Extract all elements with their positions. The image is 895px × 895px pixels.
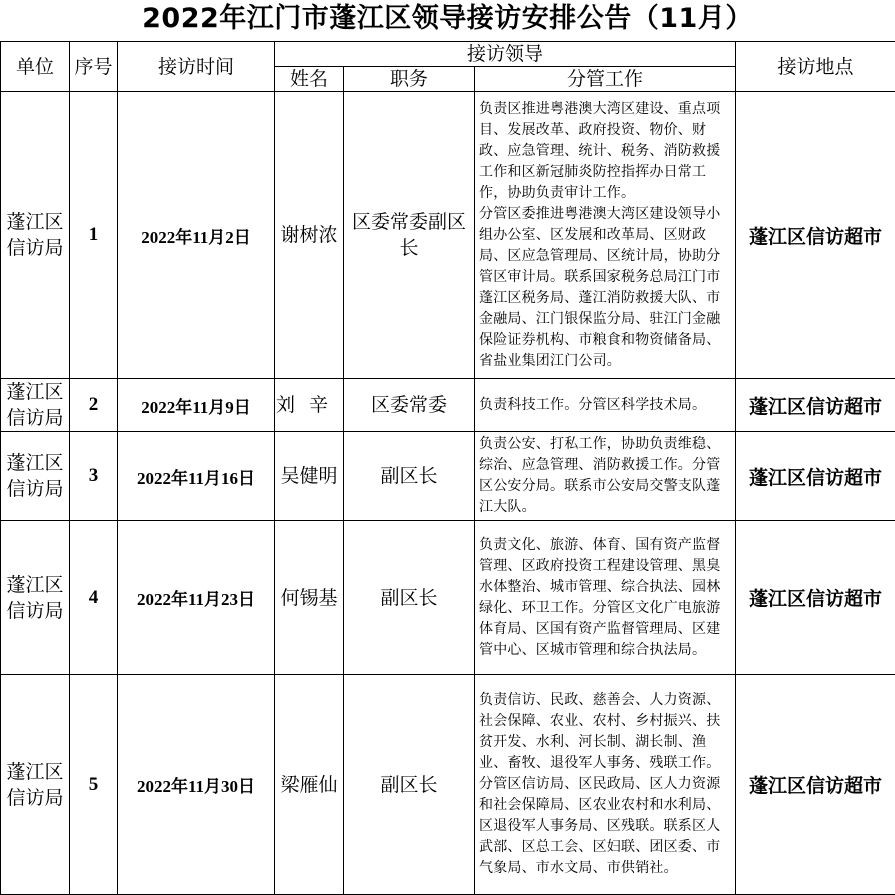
cell-post: 副区长 bbox=[344, 521, 475, 675]
cell-name: 梁雁仙 bbox=[275, 675, 344, 895]
cell-post: 区委常委副区长 bbox=[344, 92, 475, 379]
cell-time: 2022年11月23日 bbox=[118, 521, 275, 675]
cell-time: 2022年11月2日 bbox=[118, 92, 275, 379]
table-row bbox=[1, 92, 895, 379]
cell-no: 5 bbox=[70, 675, 118, 895]
cell-duty: 负责信访、民政、慈善会、人力资源、社会保障、农业、农村、乡村振兴、扶贫开发、水利、河长制、湖长制、渔业、畜牧、退役军人事务、残联工作。分管区信访局、区民政局、区人力资源和社会保障局、区农业农村和水利局、区退役军人事务局、区残联。联系区人武部、区总工会、区妇联、团区委、市气象局、市水文局、市供销社。 bbox=[475, 675, 736, 895]
table-row bbox=[1, 432, 895, 521]
cell-duty bbox=[475, 92, 736, 379]
cell-place: 蓬江区信访超市 bbox=[736, 379, 895, 432]
cell-place: 蓬江区信访超市 bbox=[736, 92, 895, 379]
header-time: 接访时间 bbox=[118, 42, 275, 92]
table-row bbox=[1, 379, 895, 432]
cell-no: 1 bbox=[70, 92, 118, 379]
cell-name: 谢树浓 bbox=[275, 92, 344, 379]
cell-name: 刘辛 bbox=[275, 379, 344, 432]
duty-text: 负责区推进粤港澳大湾区建设、重点项目、发展改革、政府投资、物价、财政、应急管理、统计、税务、消防救援工作和区新冠肺炎防控指挥办日常工作，协助负责审计工作。 bbox=[479, 99, 732, 204]
cell-duty: 负责文化、旅游、体育、国有资产监督管理、区政府投资工程建设管理、黑臭水体整治、城市管理、综合执法、园林绿化、环卫工作。分管区文化广电旅游体育局、区国有资产监督管理局、区建管中心、区城市管理和综合执法局。 bbox=[475, 521, 736, 675]
cell-post: 区委常委 bbox=[344, 379, 475, 432]
cell-place: 蓬江区信访超市 bbox=[736, 432, 895, 521]
cell-post: 副区长 bbox=[344, 432, 475, 521]
table-row bbox=[1, 675, 895, 895]
header-post: 职务 bbox=[344, 67, 475, 92]
header-place: 接访地点 bbox=[736, 42, 895, 92]
cell-name: 何锡基 bbox=[275, 521, 344, 675]
table-row bbox=[1, 521, 895, 675]
duty-text-secondary: 分管区委推进粤港澳大湾区建设领导小组办公室、区发展和改革局、区财政局、区应急管理局、区统计局，协助分管区审计局。联系国家税务总局江门市蓬江区税务局、蓬江消防救援大队、市金融局、江门银保监分局、驻江门金融保险证券机构、市粮食和物资储备局、省盐业集团江门公司。 bbox=[479, 204, 732, 372]
cell-time: 2022年11月16日 bbox=[118, 432, 275, 521]
cell-duty: 负责公安、打私工作，协助负责维稳、综治、应急管理、消防救援工作。分管区公安分局。联系市公安局交警支队蓬江大队。 bbox=[475, 432, 736, 521]
cell-name: 吴健明 bbox=[275, 432, 344, 521]
cell-no: 3 bbox=[70, 432, 118, 521]
header-leader: 接访领导 bbox=[275, 42, 736, 67]
header-unit: 单位 bbox=[1, 42, 70, 92]
cell-unit: 蓬江区信访局 bbox=[1, 92, 70, 379]
cell-place: 蓬江区信访超市 bbox=[736, 521, 895, 675]
header-duty: 分管工作 bbox=[475, 67, 736, 92]
cell-no: 4 bbox=[70, 521, 118, 675]
header-no: 序号 bbox=[70, 42, 118, 92]
page-title: 2022年江门市蓬江区领导接访安排公告（11月） bbox=[0, 0, 895, 38]
cell-time: 2022年11月9日 bbox=[118, 379, 275, 432]
header-row-top bbox=[1, 42, 895, 67]
cell-post: 副区长 bbox=[344, 675, 475, 895]
cell-unit: 蓬江区信访局 bbox=[1, 379, 70, 432]
cell-duty: 负责科技工作。分管区科学技术局。 bbox=[475, 379, 736, 432]
cell-time: 2022年11月30日 bbox=[118, 675, 275, 895]
cell-place: 蓬江区信访超市 bbox=[736, 675, 895, 895]
reception-schedule-table bbox=[0, 41, 895, 895]
cell-unit: 蓬江区信访局 bbox=[1, 675, 70, 895]
cell-unit: 蓬江区信访局 bbox=[1, 432, 70, 521]
cell-unit: 蓬江区信访局 bbox=[1, 521, 70, 675]
cell-no: 2 bbox=[70, 379, 118, 432]
header-name: 姓名 bbox=[275, 67, 344, 92]
